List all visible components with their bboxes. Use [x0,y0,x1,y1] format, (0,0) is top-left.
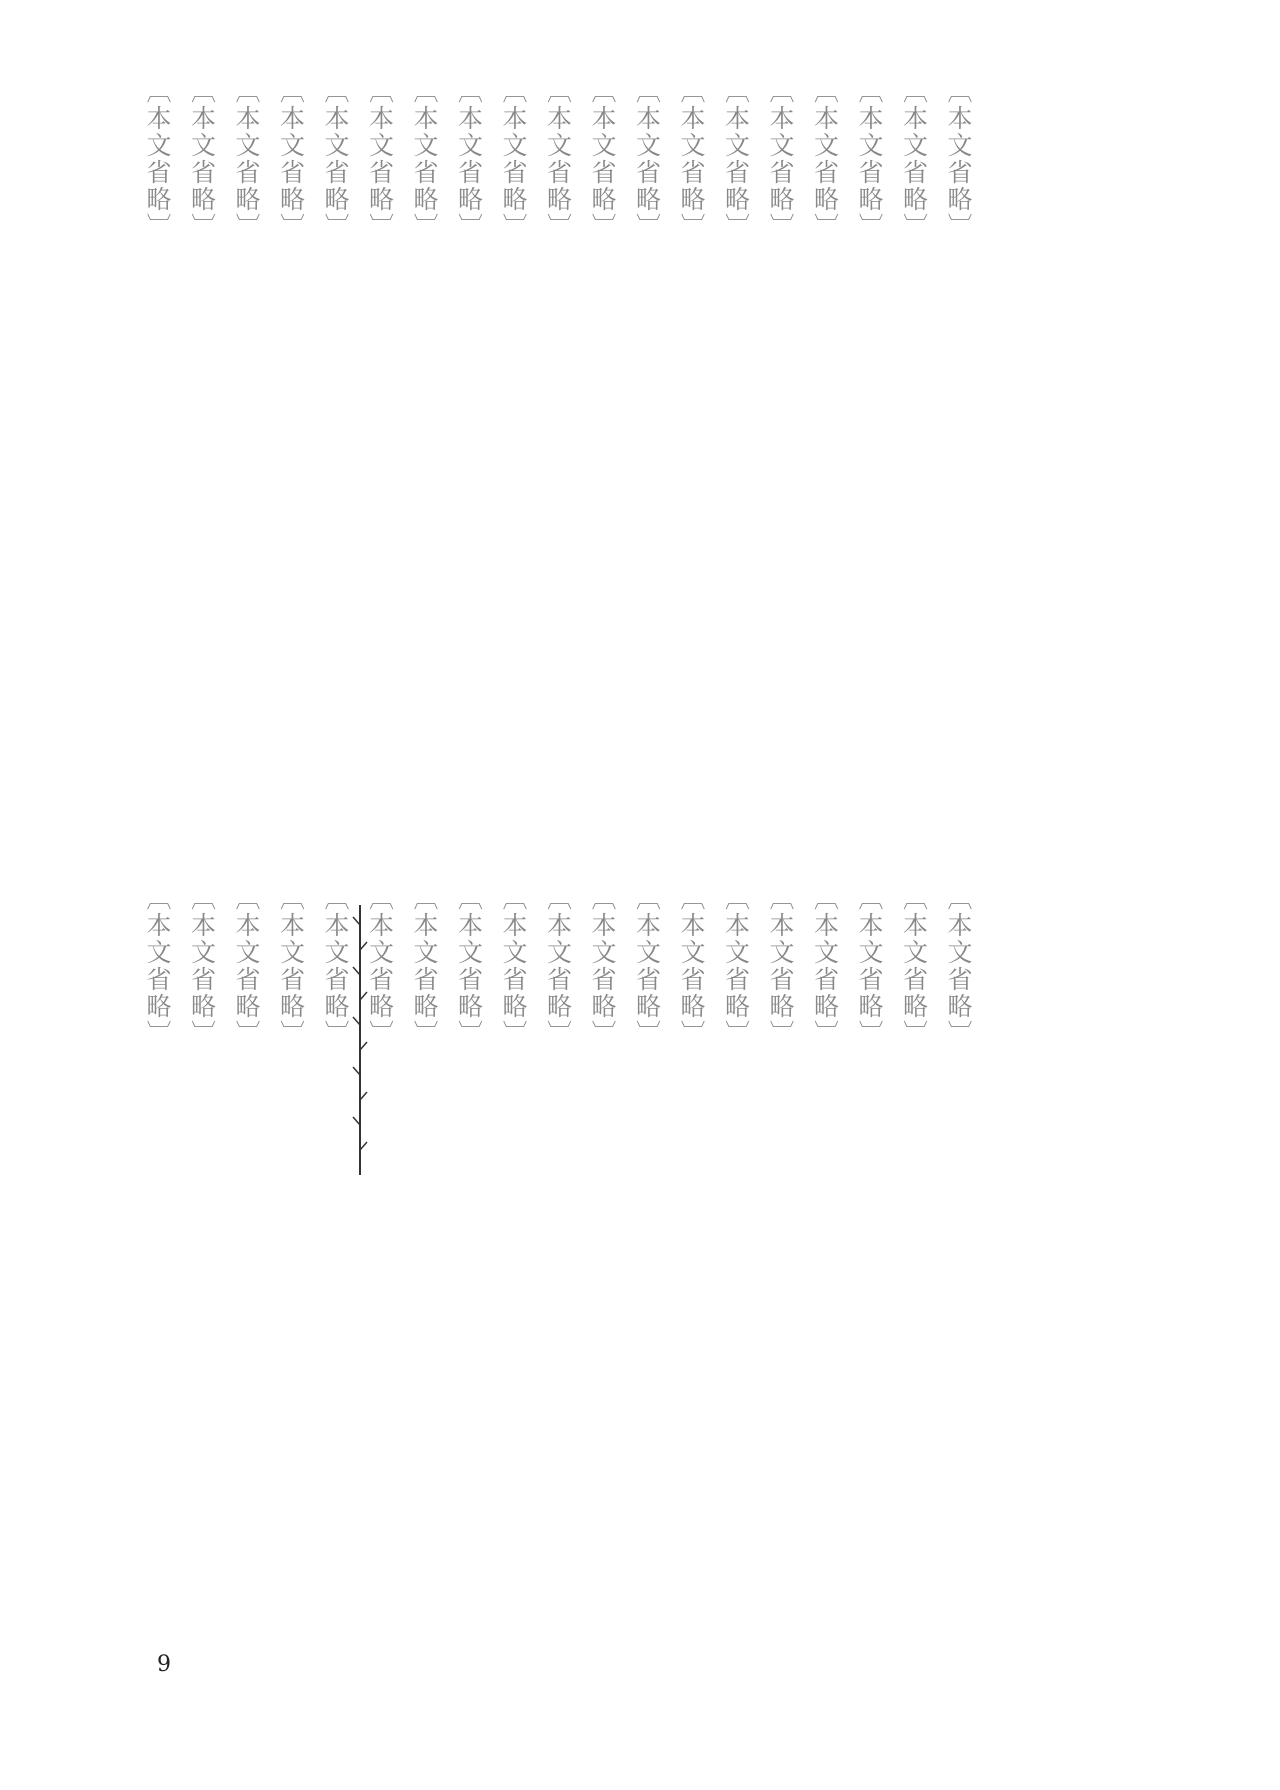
text-column: 〔本文省略〕 [855,885,884,1047]
text-column: 〔本文省略〕 [321,885,350,1047]
text-column: 〔本文省略〕 [588,78,617,240]
text-column: 〔本文省略〕 [232,885,261,1047]
text-column: 〔本文省略〕 [766,78,795,240]
text-column: 〔本文省略〕 [454,78,484,240]
text-column: 〔本文省略〕 [321,78,350,240]
text-column: 〔本文省略〕 [677,885,706,1047]
text-column: 〔本文省略〕 [632,78,662,240]
text-column: 〔本文省略〕 [499,885,528,1047]
text-column: 〔本文省略〕 [454,885,484,1047]
text-column: 〔本文省略〕 [810,78,840,240]
text-column: 〔本文省略〕 [855,78,884,240]
text-column: 〔本文省略〕 [721,78,751,240]
text-column: 〔本文省略〕 [766,885,795,1047]
page-number: 9 [157,1652,171,1677]
text-column: 〔本文省略〕 [276,885,306,1047]
text-column: 〔本文省略〕 [543,885,573,1047]
text-column: 〔本文省略〕 [899,885,929,1047]
decorative-vine-icon [350,905,370,1175]
text-column: 〔本文省略〕 [410,885,439,1047]
text-column: 〔本文省略〕 [499,78,528,240]
text-column: 〔本文省略〕 [187,885,217,1047]
text-column: 〔本文省略〕 [677,78,706,240]
text-column: 〔本文省略〕 [944,78,973,240]
text-column: 〔本文省略〕 [365,78,395,240]
text-column: 〔本文省略〕 [365,885,395,1047]
text-column: 〔本文省略〕 [810,885,840,1047]
text-column: 〔本文省略〕 [543,78,573,240]
text-column: 〔本文省略〕 [187,78,217,240]
text-column: 〔本文省略〕 [899,78,929,240]
text-column: 〔本文省略〕 [588,885,617,1047]
text-column: 〔本文省略〕 [143,78,172,240]
text-column: 〔本文省略〕 [410,78,439,240]
text-column: 〔本文省略〕 [143,885,172,1047]
text-column: 〔本文省略〕 [232,78,261,240]
text-column: 〔本文省略〕 [276,78,306,240]
text-column: 〔本文省略〕 [944,885,973,1047]
text-column: 〔本文省略〕 [721,885,751,1047]
bottom-text-block [140,885,980,1585]
text-column: 〔本文省略〕 [632,885,662,1047]
top-text-block [140,78,980,768]
